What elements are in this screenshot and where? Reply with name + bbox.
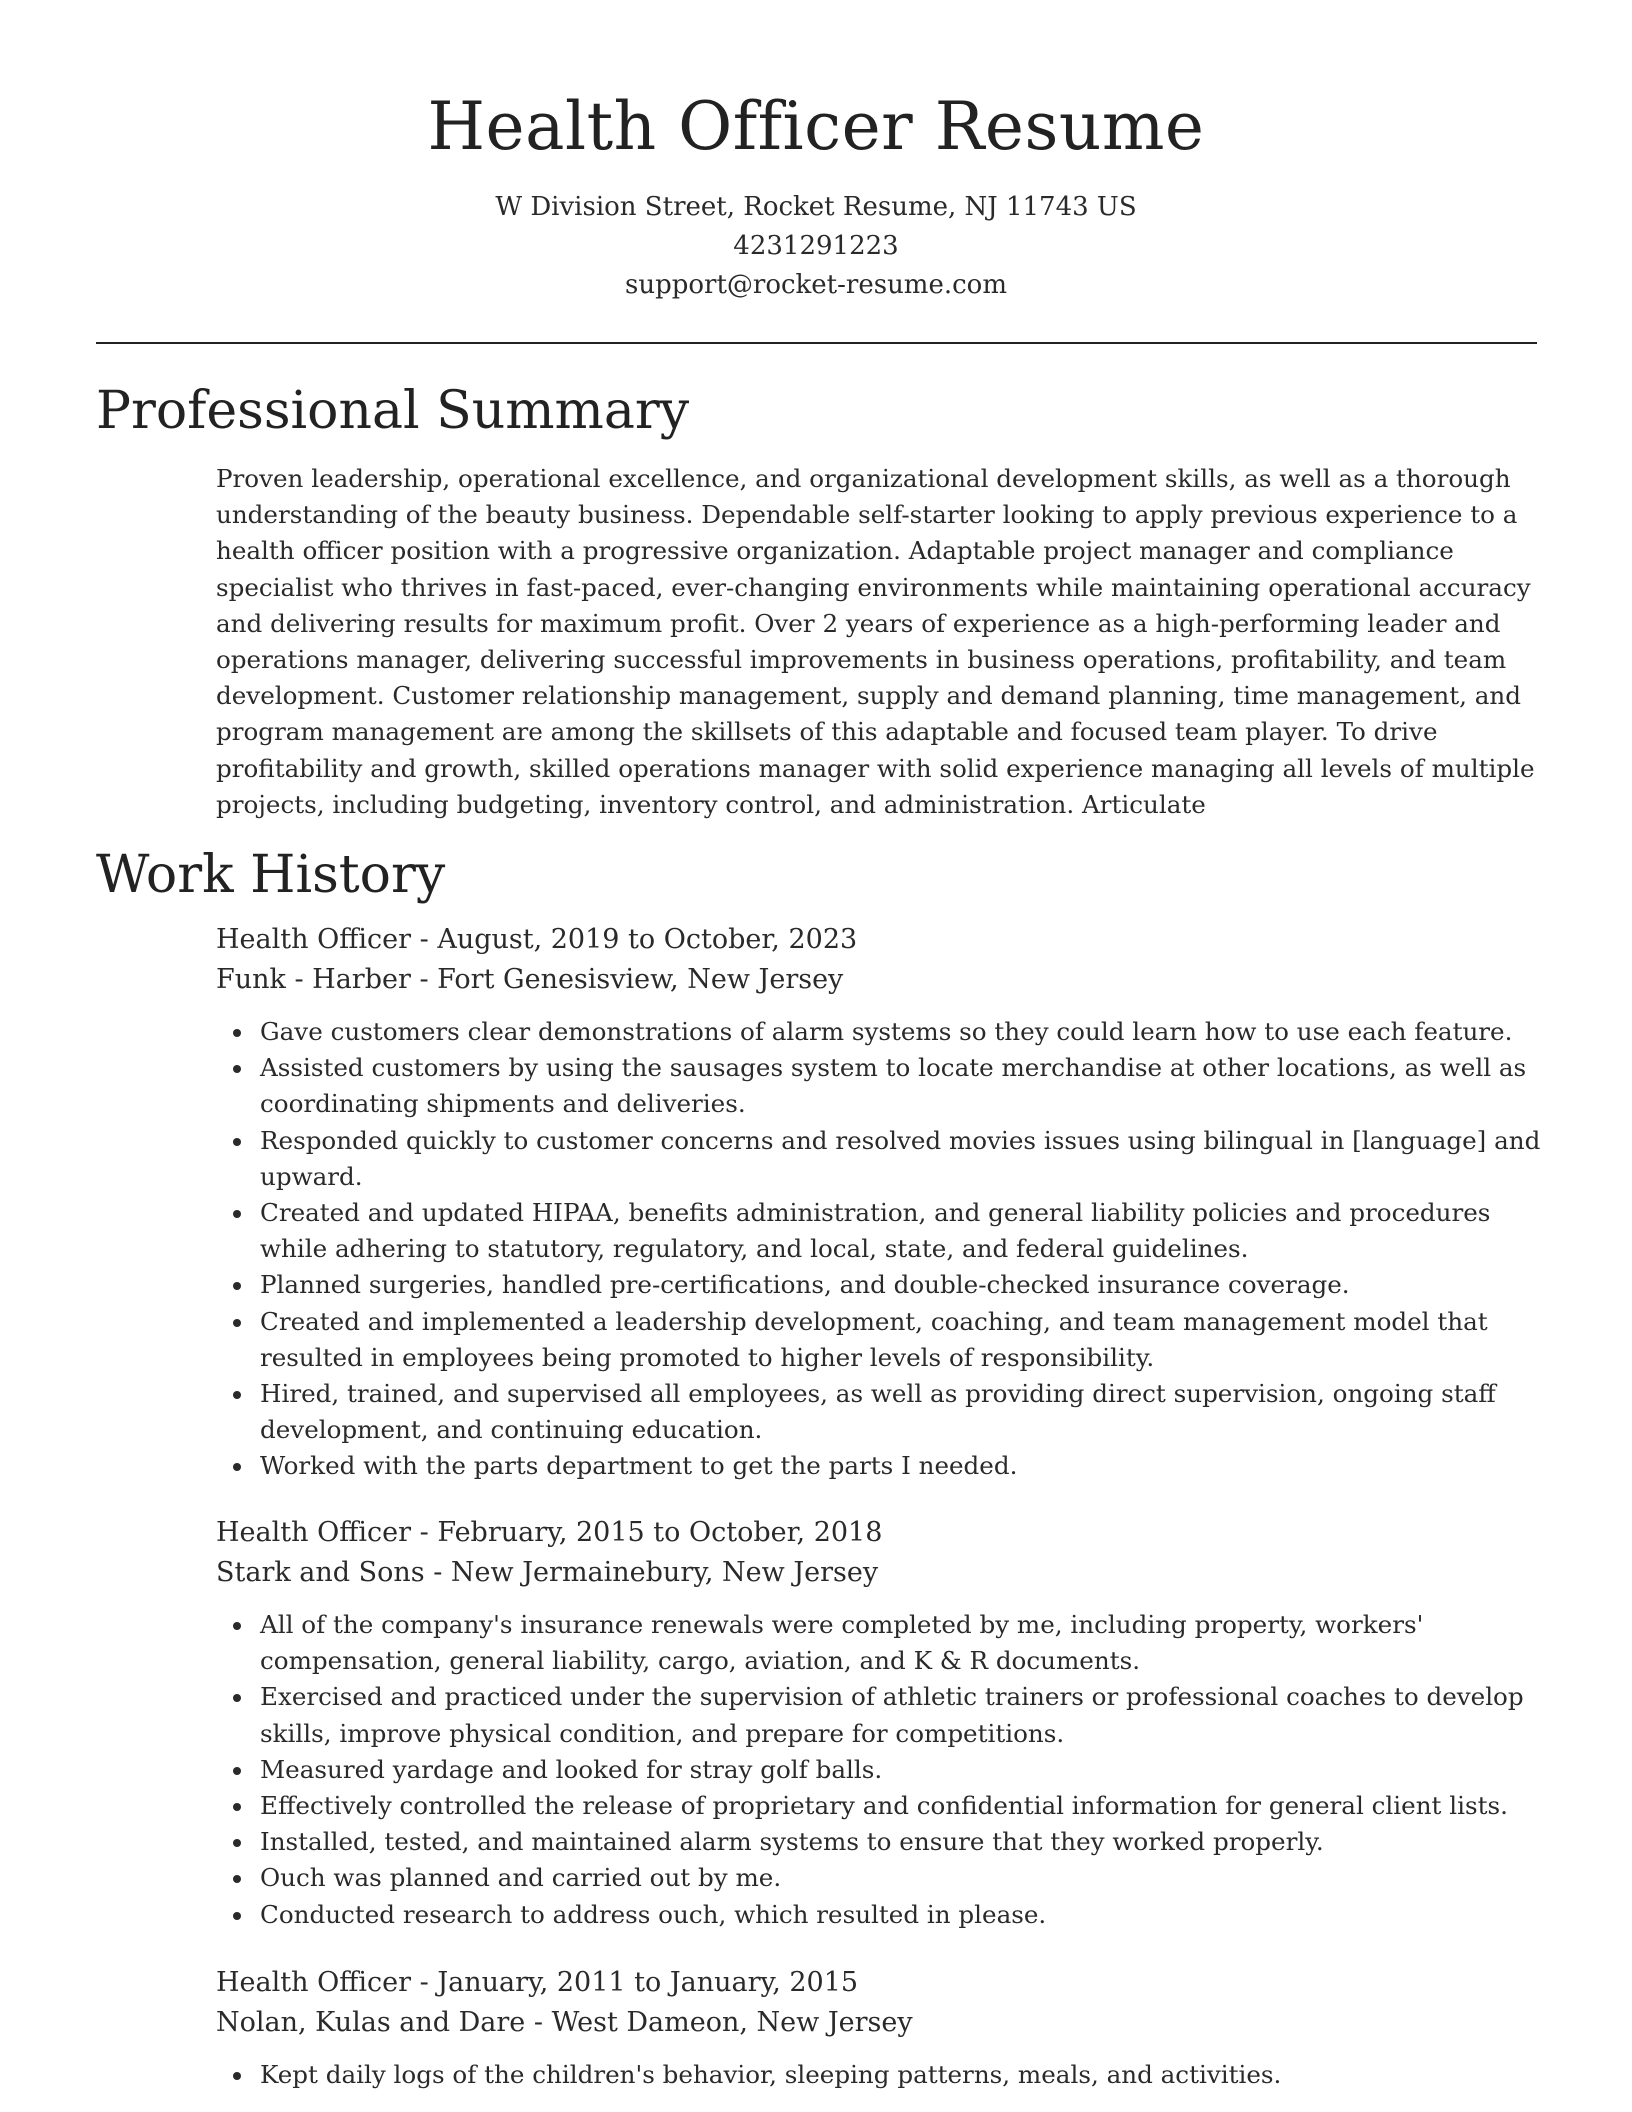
- contact-email: support@rocket-resume.com: [624, 270, 1007, 300]
- job-bullet: Measured yardage and looked for stray golf balls.: [260, 1752, 1542, 1788]
- section-heading-work-history: Work History: [96, 845, 446, 905]
- job-entry-1: [216, 920, 1542, 1485]
- contact-address: W Division Street, Rocket Resume, NJ 11743 US: [495, 192, 1137, 222]
- job-bullet-list: [216, 1014, 1542, 1485]
- resume-header: [0, 84, 1632, 305]
- job-bullet: Hired, trained, and supervised all employees, as well as providing direct supervision, ongoing staff development, and continuing education.: [260, 1376, 1542, 1448]
- job-bullet-list: [216, 2057, 1542, 2093]
- job-bullet: Created and updated HIPAA, benefits administration, and general liability policies and procedures while adhering to statutory, regulatory, and local, state, and federal guidelines.: [260, 1195, 1542, 1267]
- job-company-line: Stark and Sons - New Jermainebury, New Jersey: [216, 1557, 879, 1588]
- job-title-line: Health Officer - August, 2019 to October, 2023: [216, 924, 858, 955]
- job-company-line: Nolan, Kulas and Dare - West Dameon, New Jersey: [216, 2007, 913, 2038]
- contact-phone: 4231291223: [733, 231, 899, 261]
- job-bullet: Effectively controlled the release of proprietary and confidential information for general client lists.: [260, 1788, 1542, 1824]
- job-bullet: Planned surgeries, handled pre-certifications, and double-checked insurance coverage.: [260, 1267, 1542, 1303]
- section-heading-summary: Professional Summary: [96, 381, 690, 441]
- job-bullet: Installed, tested, and maintained alarm systems to ensure that they worked properly.: [260, 1824, 1542, 1860]
- job-entry-2: [216, 1513, 1542, 1933]
- job-bullet: Worked with the parts department to get the parts I needed.: [260, 1448, 1542, 1484]
- job-bullet: All of the company's insurance renewals were completed by me, including property, workers' compensation, general liability, cargo, aviation, and K & R documents.: [260, 1607, 1542, 1679]
- job-bullet-list: [216, 1607, 1542, 1933]
- job-bullet: Responded quickly to customer concerns and resolved movies issues using bilingual in [language] and upward.: [260, 1123, 1542, 1195]
- page-title: Health Officer Resume: [427, 88, 1205, 165]
- job-title-line: Health Officer - February, 2015 to October, 2018: [216, 1517, 883, 1548]
- job-title-line: Health Officer - January, 2011 to January, 2015: [216, 1967, 859, 1998]
- job-bullet: Exercised and practiced under the supervision of athletic trainers or professional coaches to develop skills, improve physical condition, and prepare for competitions.: [260, 1679, 1542, 1751]
- job-bullet: Assisted customers by using the sausages system to locate merchandise at other locations, as well as coordinating shipments and deliveries.: [260, 1050, 1542, 1122]
- summary-text: Proven leadership, operational excellence, and organizational development skills, as well as a thorough understanding of the beauty business. Dependable self-starter looking to apply previous experience to a health officer position with a progressive organization. Adaptable project manager and compliance specialist who thrives in fast-paced, ever-changing environments while maintaining operational accuracy and delivering results for maximum profit. Over 2 years of experience as a high-performing leader and operations manager, delivering successful improvements in business operations, profitability, and team development. Customer relationship management, supply and demand planning, time management, and program management are among the skillsets of this adaptable and focused team player. To drive profitability and growth, skilled operations manager with solid experience managing all levels of multiple projects, including budgeting, inventory control, and administration. Articulate: [216, 464, 1535, 819]
- job-bullet: Ouch was planned and carried out by me.: [260, 1860, 1542, 1896]
- job-company-line: Funk - Harber - Fort Genesisview, New Jersey: [216, 964, 844, 995]
- header-divider: [96, 342, 1537, 344]
- job-bullet: Conducted research to address ouch, which resulted in please.: [260, 1897, 1542, 1933]
- job-bullet: Created and implemented a leadership development, coaching, and team management model that resulted in employees being promoted to higher levels of responsibility.: [260, 1304, 1542, 1376]
- job-bullet: Kept daily logs of the children's behavior, sleeping patterns, meals, and activities.: [260, 2057, 1542, 2093]
- job-bullet: Gave customers clear demonstrations of alarm systems so they could learn how to use each feature.: [260, 1014, 1542, 1050]
- job-entry-3: [216, 1963, 1542, 2093]
- contact-block: [0, 188, 1632, 305]
